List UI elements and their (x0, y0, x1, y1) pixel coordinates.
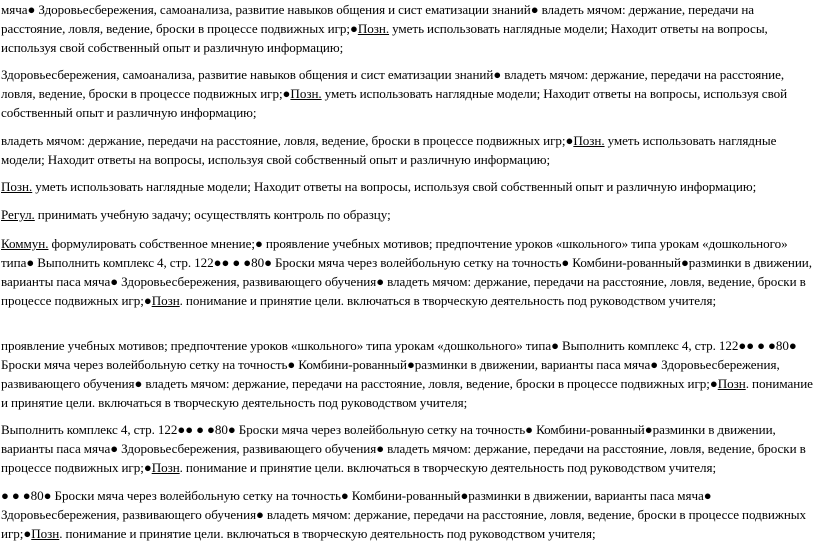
paragraph-5-tail: принимать учебную задачу; осуществлять контроль по образцу; (34, 207, 391, 222)
paragraph-5-link: Регул. (1, 207, 35, 222)
paragraph-6 (1, 234, 813, 310)
paragraph-9-link: Позн (31, 526, 60, 541)
paragraph-4-link: Позн. (1, 179, 33, 194)
paragraph-7 (1, 336, 813, 412)
paragraph-4-tail: уметь использовать наглядные модели; Находит ответы на вопросы, используя свой собственный опыт и различную информацию; (32, 179, 757, 194)
paragraph-3-link: Позн. (573, 133, 605, 148)
paragraph-9 (1, 486, 813, 543)
paragraph-7-link: Позн (717, 376, 746, 391)
paragraph-4 (1, 177, 813, 196)
paragraph-9-tail: . понимание и принятие цели. включаться в творческую деятельность под руководством учителя; (59, 526, 596, 541)
paragraph-6-link-2: Позн (151, 293, 180, 308)
paragraph-1 (1, 0, 813, 57)
paragraph-2 (1, 65, 813, 122)
paragraph-3-text: владеть мячом: держание, передачи на расстояние, ловля, ведение, броски в процессе подвижных игр;● (1, 133, 574, 148)
paragraph-1-tail: уметь использовать наглядные модели; Находит ответы на вопросы, используя свой собственный опыт и различную информацию; (1, 21, 768, 55)
paragraph-8-tail: . понимание и принятие цели. включаться в творческую деятельность под руководством учителя; (179, 460, 717, 475)
paragraph-8-link: Позн (151, 460, 180, 475)
paragraph-6-text: формулировать собственное мнение;● проявление учебных мотивов; предпочтение уроков «школьного» типа урокам «дошкольного» типа● Выполнить комплекс 4, стр. 122●● ● ●80● Броски мяча через волейбольную сетку на точность● Комбини-рованный●разминки в движении, варианты паса мяча● Здоровьесбережения, развивающего обучения● владеть мячом: держание, передачи на расстояние, ловля, ведение, броски в процессе подвижных игр;● (1, 236, 812, 308)
paragraph-6-tail: . понимание и принятие цели. включаться в творческую деятельность под руководством учителя; (179, 293, 717, 308)
paragraph-7-text: проявление учебных мотивов; предпочтение уроков «школьного» типа урокам «дошкольного» типа● Выполнить комплекс 4, стр. 122●● ● ●80● Броски мяча через волейбольную сетку на точность● Комбини-рованный●разминки в движении, варианты паса мяча● Здоровьесбережения, развивающего обучения● владеть мячом: держание, передачи на расстояние, ловля, ведение, броски в процессе подвижных игр;● (1, 338, 797, 391)
paragraph-2-tail: уметь использовать наглядные модели; Находит ответы на вопросы, используя свой собственный опыт и различную информацию; (1, 86, 788, 120)
paragraph-2-text: Здоровьесбережения, самоанализа, развитие навыков общения и сист ематизации знаний● владеть мячом: держание, передачи на расстояние, ловля, ведение, броски в процессе подвижных игр;● (1, 67, 785, 101)
paragraph-8-text: Выполнить комплекс 4, стр. 122●● ● ●80● Броски мяча через волейбольную сетку на точность● Комбини-рованный●разминки в движении, варианты паса мяча● Здоровьесбережения, развивающего обучения● владеть мячом: держание, передачи на расстояние, ловля, ведение, броски в процессе подвижных игр;● (1, 422, 806, 475)
paragraph-1-text: мяча● Здоровьесбережения, самоанализа, развитие навыков общения и сист ематизации знаний● владеть мячом: держание, передачи на расстояние, ловля, ведение, броски в процессе подвижных игр;● (1, 2, 755, 36)
paragraph-5 (1, 205, 813, 224)
paragraph-6-link: Коммун. (1, 236, 49, 251)
paragraph-9-text: ● ● ●80● Броски мяча через волейбольную сетку на точность● Комбини-рованный●разминки в движении, варианты паса мяча● Здоровьесбережения, развивающего обучения● владеть мячом: держание, передачи на расстояние, ловля, ведение, броски в процессе подвижных игр;● (1, 488, 807, 541)
paragraph-7-tail: . понимание и принятие цели. включаться в творческую деятельность под руководством учителя; (1, 376, 813, 410)
paragraph-1-link: Позн. (357, 21, 390, 36)
paragraph-2-link: Позн. (290, 86, 322, 101)
paragraph-3-tail: уметь использовать наглядные модели; Находит ответы на вопросы, используя свой собственный опыт и различную информацию; (1, 133, 777, 167)
paragraph-3 (1, 131, 813, 169)
paragraph-8 (1, 420, 813, 477)
